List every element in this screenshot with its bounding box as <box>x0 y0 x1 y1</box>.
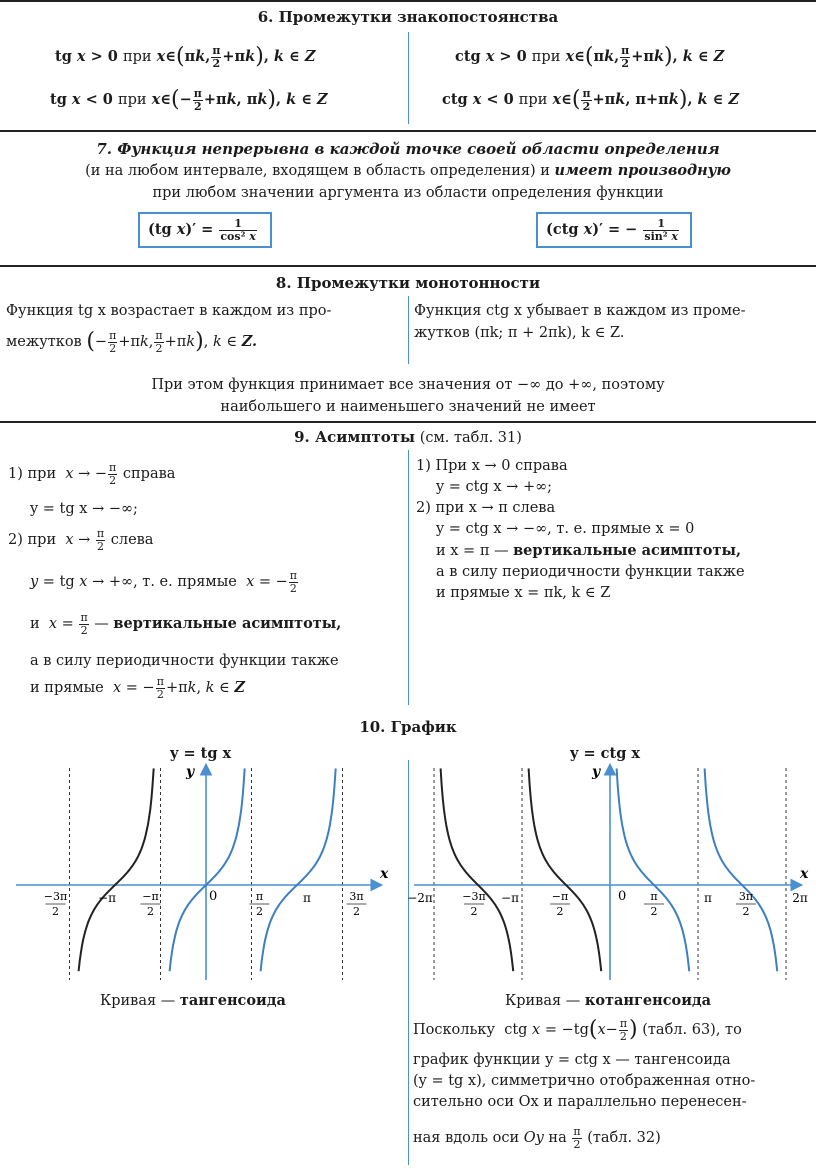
asymptote-tg-6 <box>30 652 339 670</box>
s9-l6-text: а в силу периодичности функции также <box>30 653 339 669</box>
tan-tick-denominator: 2 <box>52 905 59 918</box>
column-divider-6 <box>408 32 409 124</box>
tg-negative-interval: tg x < 0 при x∈(− $\frac{\pi}{2}$ +πk, πk), k ∈ Z <box>50 87 328 113</box>
tan-tick <box>347 890 367 918</box>
section-8-title <box>0 274 816 293</box>
s9-l2-text: y = tg x → −∞; <box>30 501 138 517</box>
cot-note-line-1: Поскольку ctg x = −tg(x− $\frac{\pi}{2}$ ) (табл. 63), то <box>413 1017 742 1043</box>
tan-branch <box>79 768 154 971</box>
ctg-positive-interval: ctg x > 0 при x∈(πk, $\frac{\pi}{2}$ +πk), k ∈ Z <box>455 44 725 70</box>
cot-graph-title-text: y = ctg x <box>570 745 641 762</box>
asymptote-tg-7: и прямые x = − $\frac{\pi}{2}$ +πk, k ∈ Z <box>30 675 245 701</box>
tan-tick-text: −π <box>98 891 116 905</box>
cot-tick-labels <box>407 890 808 918</box>
section-7-line-2 <box>0 162 816 180</box>
cot-branch <box>529 768 602 971</box>
ctg-derivative-box: (ctg x)′ = − $\frac{1}{\text{sin² x}}$ <box>536 212 692 248</box>
cot-tick <box>736 890 756 918</box>
tan-y-label: y <box>186 764 195 780</box>
cot-tick <box>550 890 570 918</box>
tan-tick-numerator: −π <box>142 890 159 903</box>
cot-tick-numerator: −π <box>551 890 569 903</box>
cot-tick <box>792 891 808 905</box>
s9-r7: и прямые x = πk, k ∈ Z <box>436 585 611 602</box>
section-7-title <box>0 140 816 159</box>
top-border <box>0 0 816 2</box>
tg-monotonic-text: Функция tg x возрастает в каждом из про- <box>6 303 332 319</box>
cot-note-3: (y = tg x), симметрично отображенная отно- <box>413 1073 756 1090</box>
tangent-graph <box>0 760 405 990</box>
cot-branch <box>705 768 778 971</box>
tg-monotonic-line-2: межутков (− $\frac{\pi}{2}$ +πk, $\frac{\pi}{2}$ +πk), k ∈ Z. <box>6 329 258 355</box>
cot-tick-denominator: 2 <box>650 905 658 918</box>
tan-curves <box>79 768 336 971</box>
column-divider-8 <box>408 296 409 364</box>
divider-7-8 <box>0 265 816 267</box>
ctg-negative-interval: ctg x < 0 при x∈( $\frac{\pi}{2}$ +πk, π+πk), k ∈ Z <box>442 87 740 113</box>
tan-tick-text: π <box>303 891 311 905</box>
s9-r2: y = ctg x → +∞; <box>436 479 553 496</box>
cot-tick-text: −π <box>501 891 519 905</box>
cot-tick-numerator: π <box>650 890 658 903</box>
cot-tick-text: −2π <box>407 891 433 905</box>
tan-tick-numerator: 3π <box>349 890 364 903</box>
column-divider-10 <box>408 760 409 1165</box>
tan-tick <box>98 891 116 905</box>
divider-8-9 <box>0 421 816 423</box>
tan-tick <box>303 891 311 905</box>
tg-positive-interval: tg x > 0 при x∈(πk, $\frac{\pi}{2}$ +πk), k ∈ Z <box>55 44 316 70</box>
divider-6-7 <box>0 130 816 132</box>
s10-title-text: 10. График <box>359 718 457 736</box>
s9-r4: y = ctg x → −∞, т. е. прямые x = 0 <box>436 521 695 538</box>
s7-line2-a: (и на любом интервале, входящем в область определения) и <box>85 163 550 179</box>
cot-origin-label: 0 <box>618 889 627 904</box>
tan-tick-denominator: 2 <box>147 905 154 918</box>
tan-graph-title-text: y = tg x <box>170 745 232 762</box>
s9-title-text: 9. Асимптоты <box>294 428 416 446</box>
s6-title-text: 6. Промежутки знакопостоянства <box>257 8 559 26</box>
asymptote-tg-2 <box>30 500 138 518</box>
cot-tick-numerator: −3π <box>462 890 486 903</box>
cot-caption-a: Кривая — <box>505 993 581 1009</box>
tan-branch <box>170 768 245 971</box>
tg-derivative-box: (tg x)′ = $\frac{1}{\text{cos² x}}$ <box>138 212 272 248</box>
cot-note-block <box>413 1050 813 1113</box>
s9-r5-a: и x = π — <box>436 543 509 560</box>
section-9-title <box>0 428 816 447</box>
s9-r1: 1) При x → 0 справа <box>416 458 568 474</box>
tan-caption-a: Кривая — <box>100 993 176 1009</box>
cot-x-label: x <box>800 866 809 882</box>
section-10-title <box>0 718 816 737</box>
asymptote-ctg-block <box>416 456 745 604</box>
tan-tick-denominator: 2 <box>353 905 360 918</box>
cot-caption <box>505 992 711 1010</box>
cot-note-2: график функции y = ctg x — тангенсоида <box>413 1052 731 1068</box>
cot-tick-text: π <box>704 891 712 905</box>
cot-curves <box>441 768 778 971</box>
s9-r5-b: вертикальные асимптоты, <box>513 542 742 560</box>
tan-origin-label: 0 <box>209 889 218 904</box>
cot-tick <box>704 891 712 905</box>
tg-monotonic-line-1 <box>6 302 331 320</box>
s7-line2-b: имеет производную <box>554 162 731 179</box>
tan-tick <box>44 890 67 918</box>
section-7-line-3 <box>0 184 816 202</box>
tan-branch <box>261 768 336 971</box>
cot-tick-denominator: 2 <box>742 905 750 918</box>
ctg-monotonic-line-2 <box>414 324 624 342</box>
cot-tick <box>462 890 485 918</box>
cot-branch <box>617 768 690 971</box>
tan-tick-denominator: 2 <box>256 905 263 918</box>
s9-l5-b: вертикальные асимптоты, <box>113 615 342 633</box>
cot-tick <box>644 890 664 918</box>
range-note-line-2 <box>0 398 816 416</box>
range-note-1: При этом функция принимает все значения от −∞ до +∞, поэтому <box>151 377 665 393</box>
s7-title-text: 7. Функция непрерывна в каждой точке своей области определения <box>96 140 720 158</box>
asymptote-tg-4: y = tg x → +∞, т. е. прямые x = − $\frac{\pi}{2}$ <box>30 569 298 595</box>
tan-tick <box>141 890 161 918</box>
cot-tick-text: 2π <box>792 891 808 905</box>
s7-line3: при любом значении аргумента из области определения функции <box>152 185 664 201</box>
cot-tick <box>501 891 519 905</box>
cot-y-label: y <box>592 764 601 780</box>
range-note-2: наибольшего и наименьшего значений не имеет <box>220 399 596 415</box>
asymptote-tg-5: и x = $\frac{\pi}{2}$ — вертикальные асимптоты, <box>30 611 342 637</box>
ctg-monotonic-line-1 <box>414 302 745 320</box>
cot-branch <box>441 768 514 971</box>
tan-tick-numerator: −3π <box>43 890 68 903</box>
s8-title-text: 8. Промежутки монотонности <box>275 274 541 292</box>
cot-caption-b: котангенсоида <box>584 992 712 1009</box>
cot-tick-denominator: 2 <box>556 905 564 918</box>
tan-tick-numerator: π <box>255 890 264 903</box>
tan-tick <box>250 890 270 918</box>
ctg-monotonic-text-2: жутков (πk; π + 2πk), k ∈ Z. <box>414 325 625 341</box>
column-divider-9 <box>408 450 409 705</box>
s9-r6: а в силу периодичности функции также <box>436 564 745 581</box>
tan-x-label: x <box>380 866 389 882</box>
cot-note-line-5: ная вдоль оси Oy на $\frac{\pi}{2}$ (табл. 32) <box>413 1125 661 1151</box>
cotangent-graph <box>407 760 816 990</box>
range-note-line-1 <box>0 376 816 394</box>
asymptote-tg-3: 2) при x → $\frac{\pi}{2}$ слева <box>8 527 154 553</box>
cot-tick-numerator: 3π <box>738 890 754 903</box>
section-6-title <box>0 8 816 27</box>
cot-tick-denominator: 2 <box>470 905 478 918</box>
asymptote-tg-1: 1) при x → − $\frac{\pi}{2}$ справа <box>8 461 176 487</box>
cot-tick <box>407 891 433 905</box>
s9-title-ref: (см. табл. 31) <box>419 430 522 446</box>
tan-caption <box>100 992 286 1010</box>
s9-r3: 2) при x → π слева <box>416 500 556 517</box>
ctg-monotonic-text: Функция ctg x убывает в каждом из проме- <box>414 303 746 319</box>
tan-caption-b: тангенсоида <box>179 992 286 1009</box>
cot-note-4: сительно оси Ox и параллельно перенесен- <box>413 1094 747 1111</box>
